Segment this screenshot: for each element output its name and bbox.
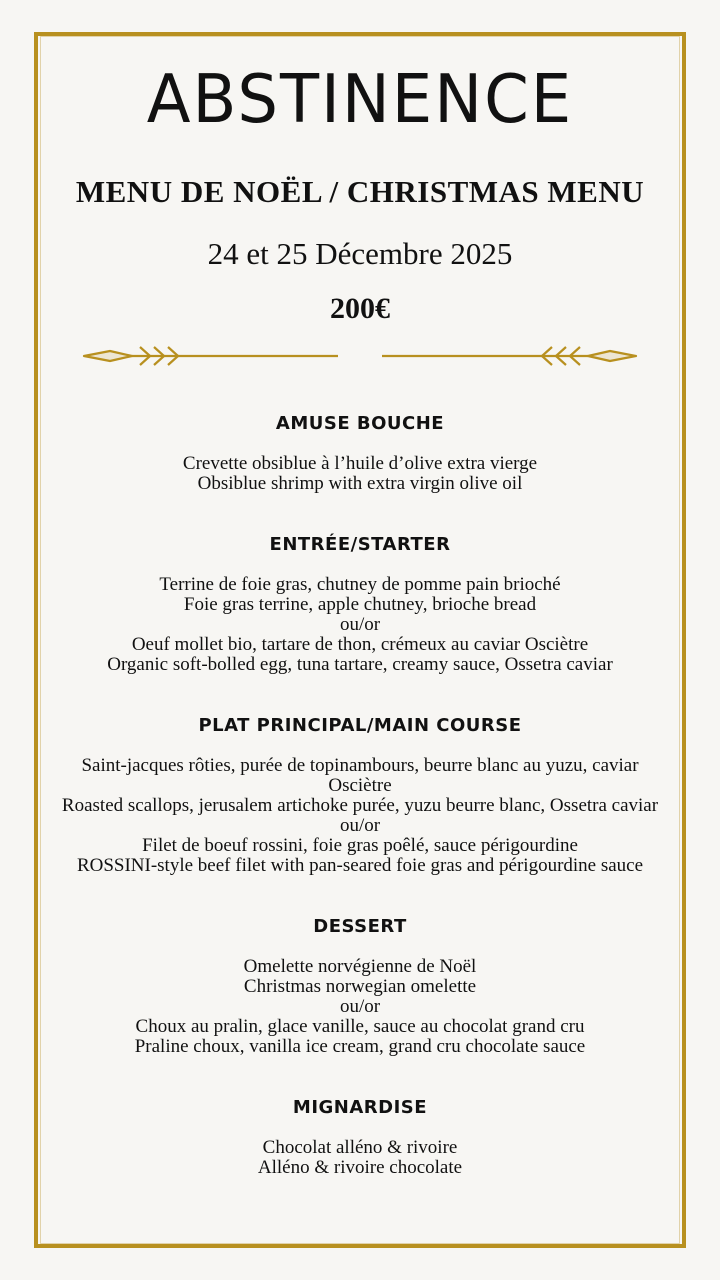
restaurant-name: ABSTINENCE (146, 61, 574, 139)
dish-line: Chocolat alléno & rivoire (262, 1137, 458, 1158)
dish-line: Saint-jacques rôties, purée de topinambours, beurre blanc au yuzu, caviar Osciètre (81, 755, 639, 796)
dish-line: Foie gras terrine, apple chutney, brioche bread (183, 594, 537, 615)
section-title: MIGNARDISE (292, 1097, 428, 1118)
section-title: ENTRÉE/STARTER (269, 534, 451, 555)
dish-line: Crevette obsiblue à l’huile d’olive extra vierge (182, 453, 538, 474)
section-mignardise (40, 1097, 680, 1178)
dish-line: Oeuf mollet bio, tartare de thon, crémeux au caviar Osciètre (131, 634, 589, 655)
dish-line: Alléno & rivoire chocolate (257, 1157, 463, 1178)
or-separator: ou/or (339, 996, 381, 1017)
menu-dates: 24 et 25 Décembre 2025 (207, 236, 513, 271)
section-main-course (40, 715, 680, 876)
dish-line: Omelette norvégienne de Noël (243, 956, 477, 977)
dish-line: Praline choux, vanilla ice cream, grand cru chocolate sauce (134, 1036, 586, 1057)
dish-line: Organic soft-bolled egg, tuna tartare, creamy sauce, Ossetra caviar (107, 654, 613, 675)
dish-line: Obsiblue shrimp with extra virgin olive oil (197, 473, 523, 494)
dish-line: Roasted scallops, jerusalem artichoke purée, yuzu beurre blanc, Ossetra caviar (61, 795, 659, 816)
section-starter (40, 534, 680, 675)
or-separator: ou/or (339, 614, 381, 635)
menu-price: 200€ (330, 292, 390, 325)
section-dessert (40, 916, 680, 1057)
section-amuse-bouche (40, 413, 680, 494)
dish-line: Christmas norwegian omelette (243, 976, 477, 997)
section-title: PLAT PRINCIPAL/MAIN COURSE (198, 715, 522, 736)
dish-line: Terrine de foie gras, chutney de pomme pain brioché (159, 574, 561, 595)
section-title: DESSERT (313, 916, 407, 937)
dish-line: Filet de boeuf rossini, foie gras poêlé, sauce périgourdine (142, 835, 578, 856)
menu-content (40, 60, 680, 1178)
dish-line: ROSSINI-style beef filet with pan-seared foie gras and périgourdine sauce (76, 855, 644, 876)
menu-title: MENU DE NOËL / CHRISTMAS MENU (75, 174, 645, 209)
section-title: AMUSE BOUCHE (275, 413, 445, 434)
arrow-divider (40, 344, 680, 368)
or-separator: ou/or (339, 815, 381, 836)
dish-line: Choux au pralin, glace vanille, sauce au chocolat grand cru (135, 1016, 585, 1037)
